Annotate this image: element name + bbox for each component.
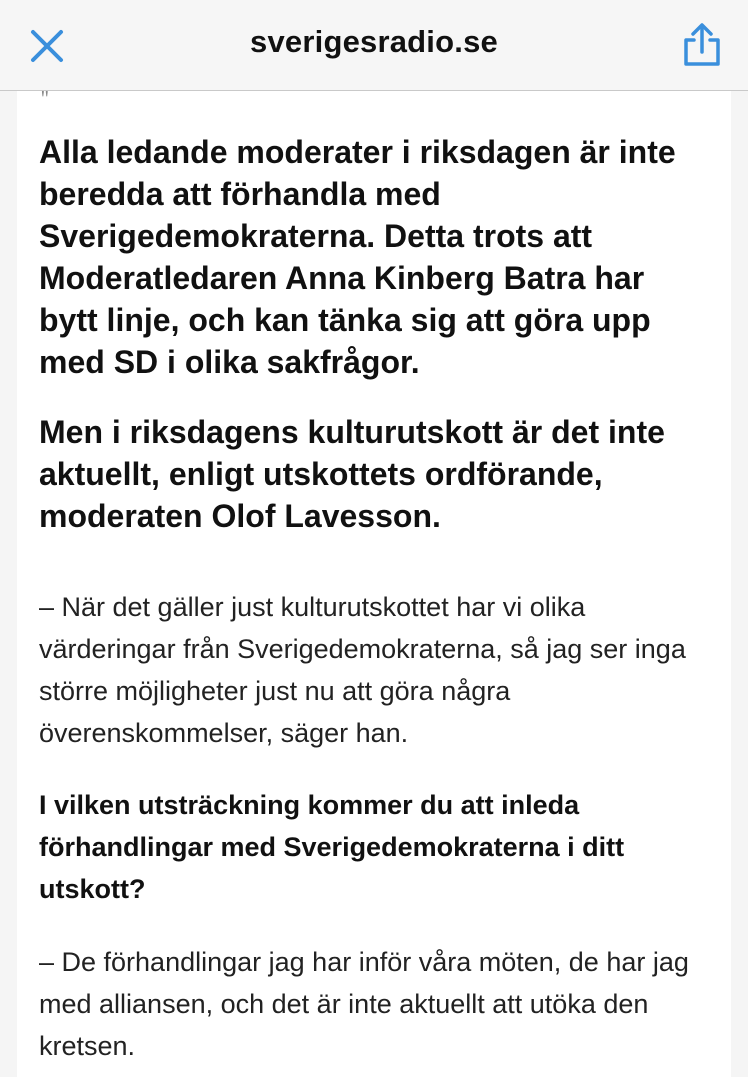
article-quote-paragraph: – När det gäller just kulturutskottet har vi olika värderingar från Sverigedemokraterna, så jag ser inga större möjligheter just nu att göra några överenskommelser, säger han. [39,592,686,748]
url-title: sverigesradio.se [250,24,498,59]
article-content [17,91,731,1077]
interview-question: I vilken utsträckning kommer du att inleda förhandlingar med Sverigedemokraterna i ditt utskott? [39,790,625,904]
share-button[interactable] [680,22,724,68]
share-icon [680,22,724,68]
interview-answer: – De förhandlingar jag har inför våra möten, de har jag med alliansen, och det är inte aktuellt att utöka den kretsen. [39,947,689,1061]
cut-off-text-fragment: ꞌꞌ [41,91,49,110]
browser-toolbar [0,0,748,91]
article-lead-paragraph-2: Men i riksdagens kulturutskott är det inte aktuellt, enligt utskottets ordförande, moderaten Olof Lavesson. [39,414,665,534]
article-lead-paragraph: Alla ledande moderater i riksdagen är inte beredda att förhandla med Sverigedemokraterna. Detta trots att Moderatledaren Anna Kinberg Batra har bytt linje, och kan tänka sig att göra upp med SD i olika sakfrågor. [39,134,676,380]
